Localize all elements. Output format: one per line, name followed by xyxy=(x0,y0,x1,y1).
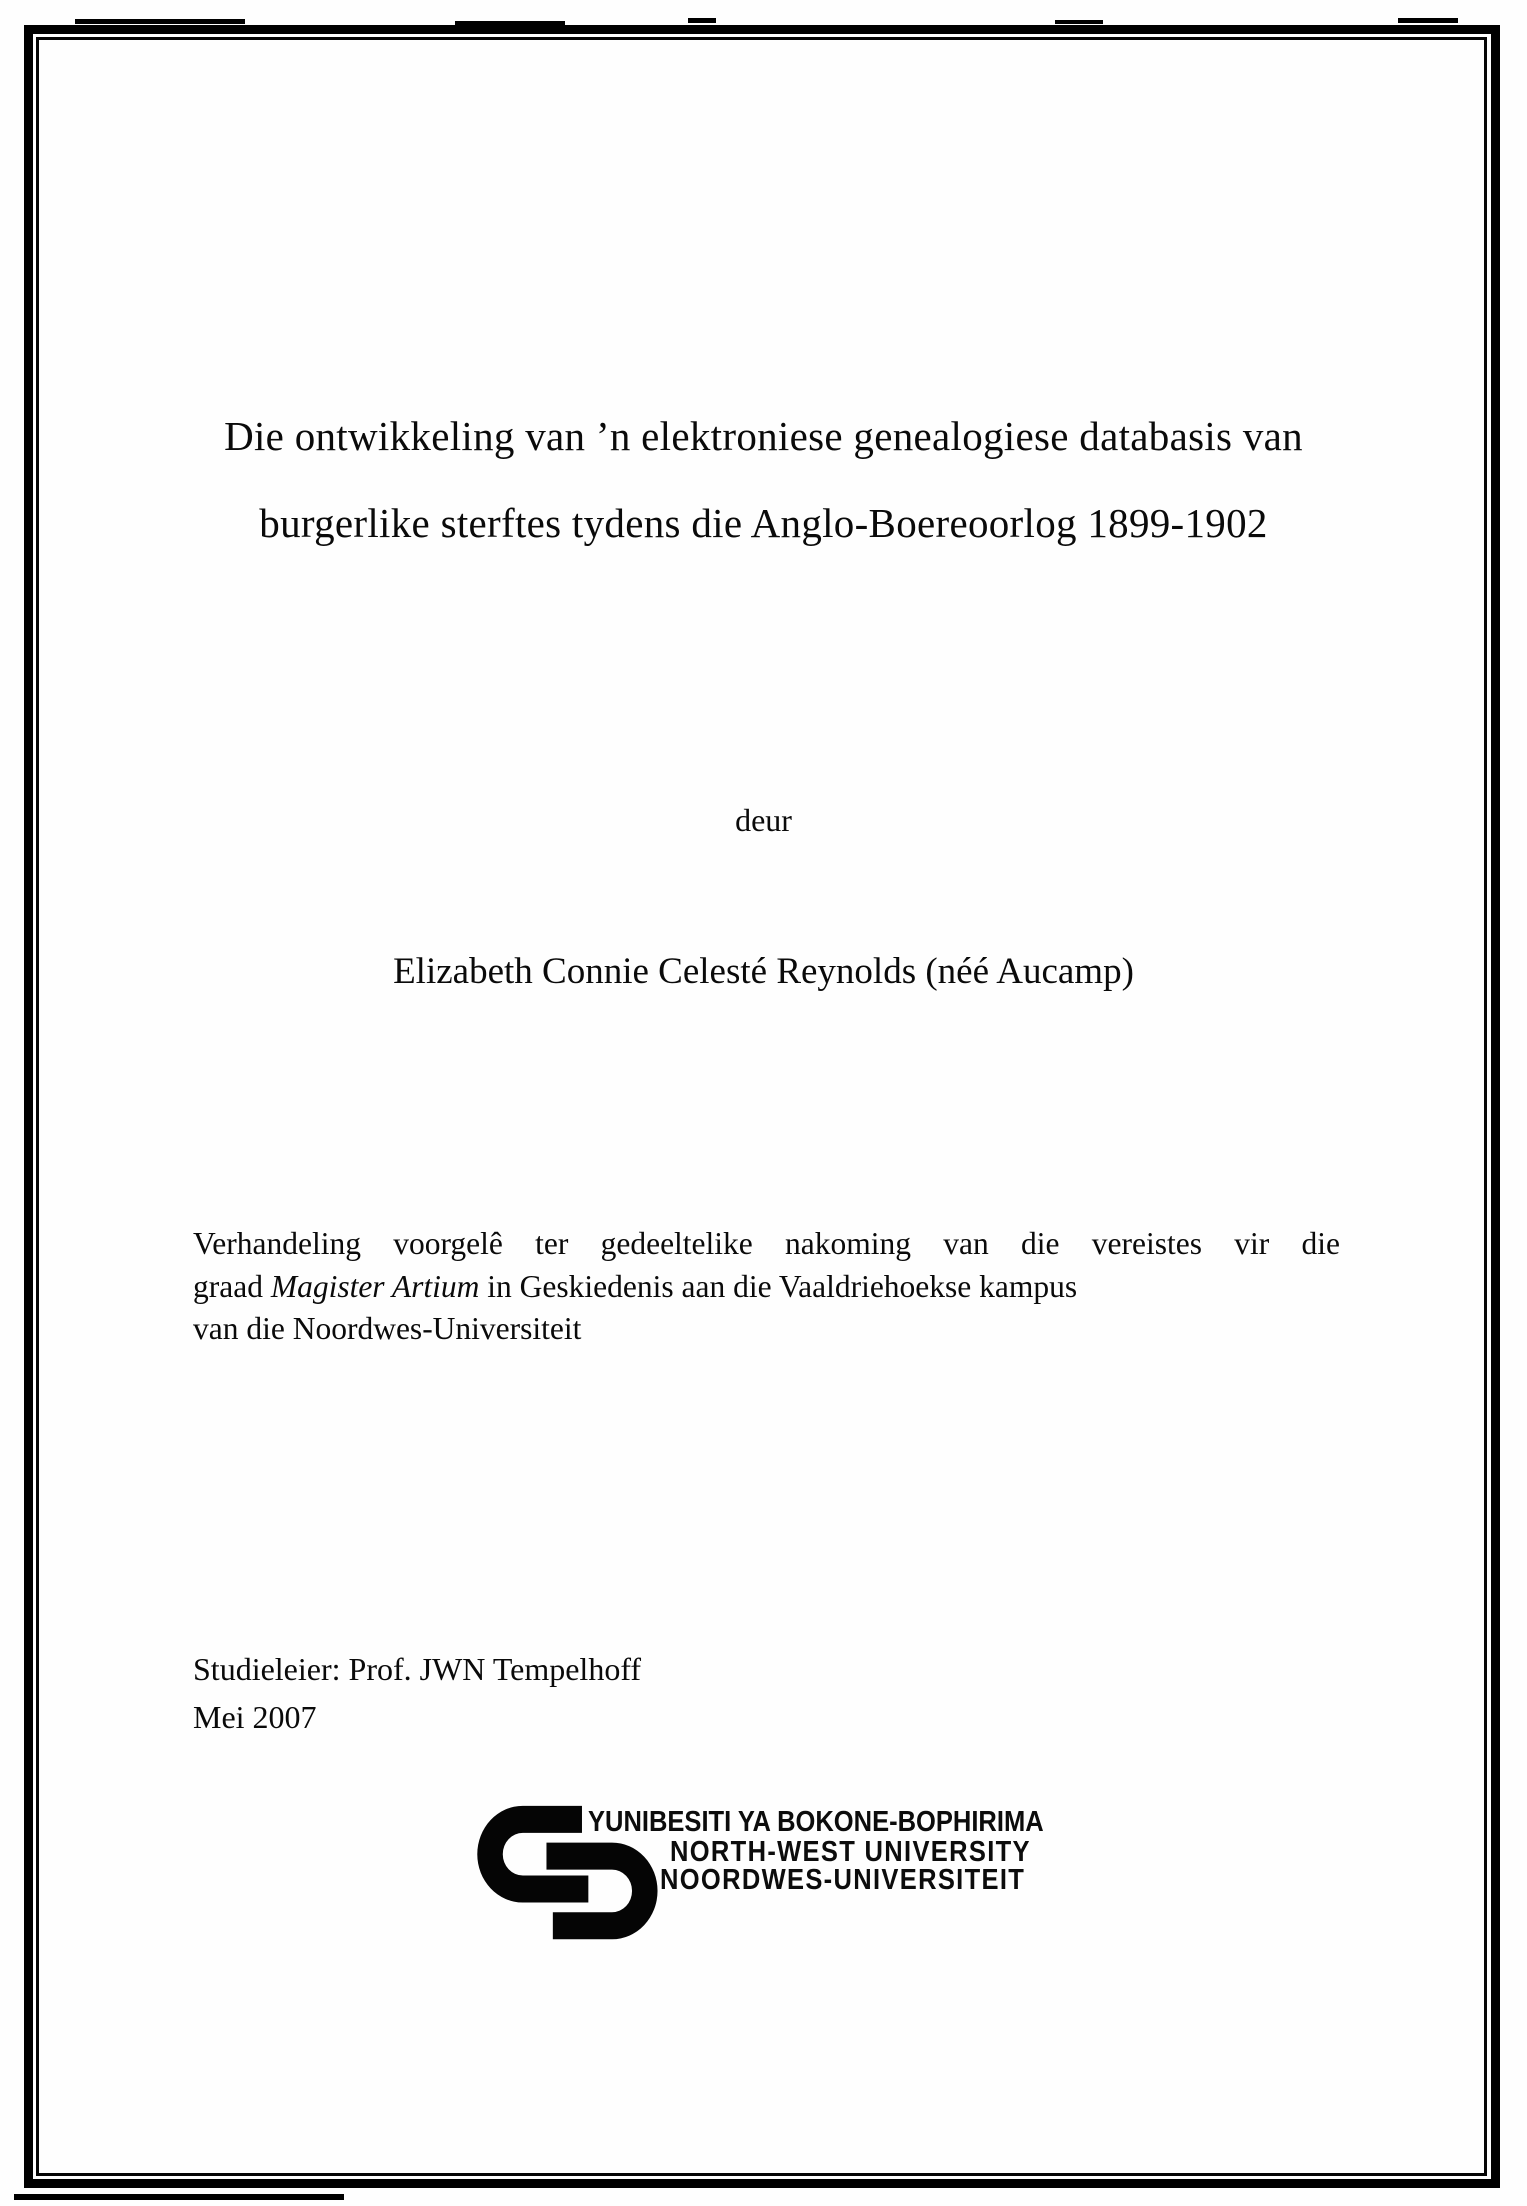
university-logo xyxy=(470,1800,1130,1950)
thesis-title xyxy=(0,393,1527,567)
declaration-paragraph xyxy=(193,1223,1340,1351)
degree-name-italic: Magister Artium xyxy=(270,1268,480,1304)
date-line: Mei 2007 xyxy=(193,1699,317,1735)
declaration-line2-suffix: in Geskiedenis aan die Vaaldriehoekse kampus xyxy=(479,1268,1078,1304)
supervisor-date-block xyxy=(193,1645,641,1741)
byline-label: deur xyxy=(735,802,792,838)
declaration-line2-prefix: graad xyxy=(193,1268,271,1304)
scan-artifact xyxy=(1055,20,1103,24)
author-name: Elizabeth Connie Celesté Reynolds (néé Aucamp) xyxy=(393,951,1134,992)
logo-text-afrikaans: NOORDWES-UNIVERSITEIT xyxy=(660,1864,1026,1896)
declaration-line2 xyxy=(193,1266,1340,1309)
scan-artifact xyxy=(75,19,245,24)
declaration-line1: Verhandeling voorgelê ter gedeeltelike nakoming van die vereistes vir die xyxy=(193,1226,1340,1261)
logo-text-english: NORTH-WEST UNIVERSITY xyxy=(670,1836,1031,1868)
scan-artifact xyxy=(14,2194,344,2200)
declaration-line3: van die Noordwes-Universiteit xyxy=(193,1311,582,1346)
thesis-title-line2: burgerlike sterftes tydens die Anglo-Boereoorlog 1899-1902 xyxy=(259,500,1268,546)
supervisor-line: Studieleier: Prof. JWN Tempelhoff xyxy=(193,1651,642,1687)
scan-artifact xyxy=(455,21,565,25)
thesis-title-line1: Die ontwikkeling van ’n elektroniese genealogiese databasis van xyxy=(224,413,1303,459)
logo-text-setswana: YUNIBESITI YA BOKONE-BOPHIRIMA xyxy=(588,1806,1044,1838)
scan-artifact xyxy=(1398,18,1458,23)
scan-artifact xyxy=(688,18,716,23)
